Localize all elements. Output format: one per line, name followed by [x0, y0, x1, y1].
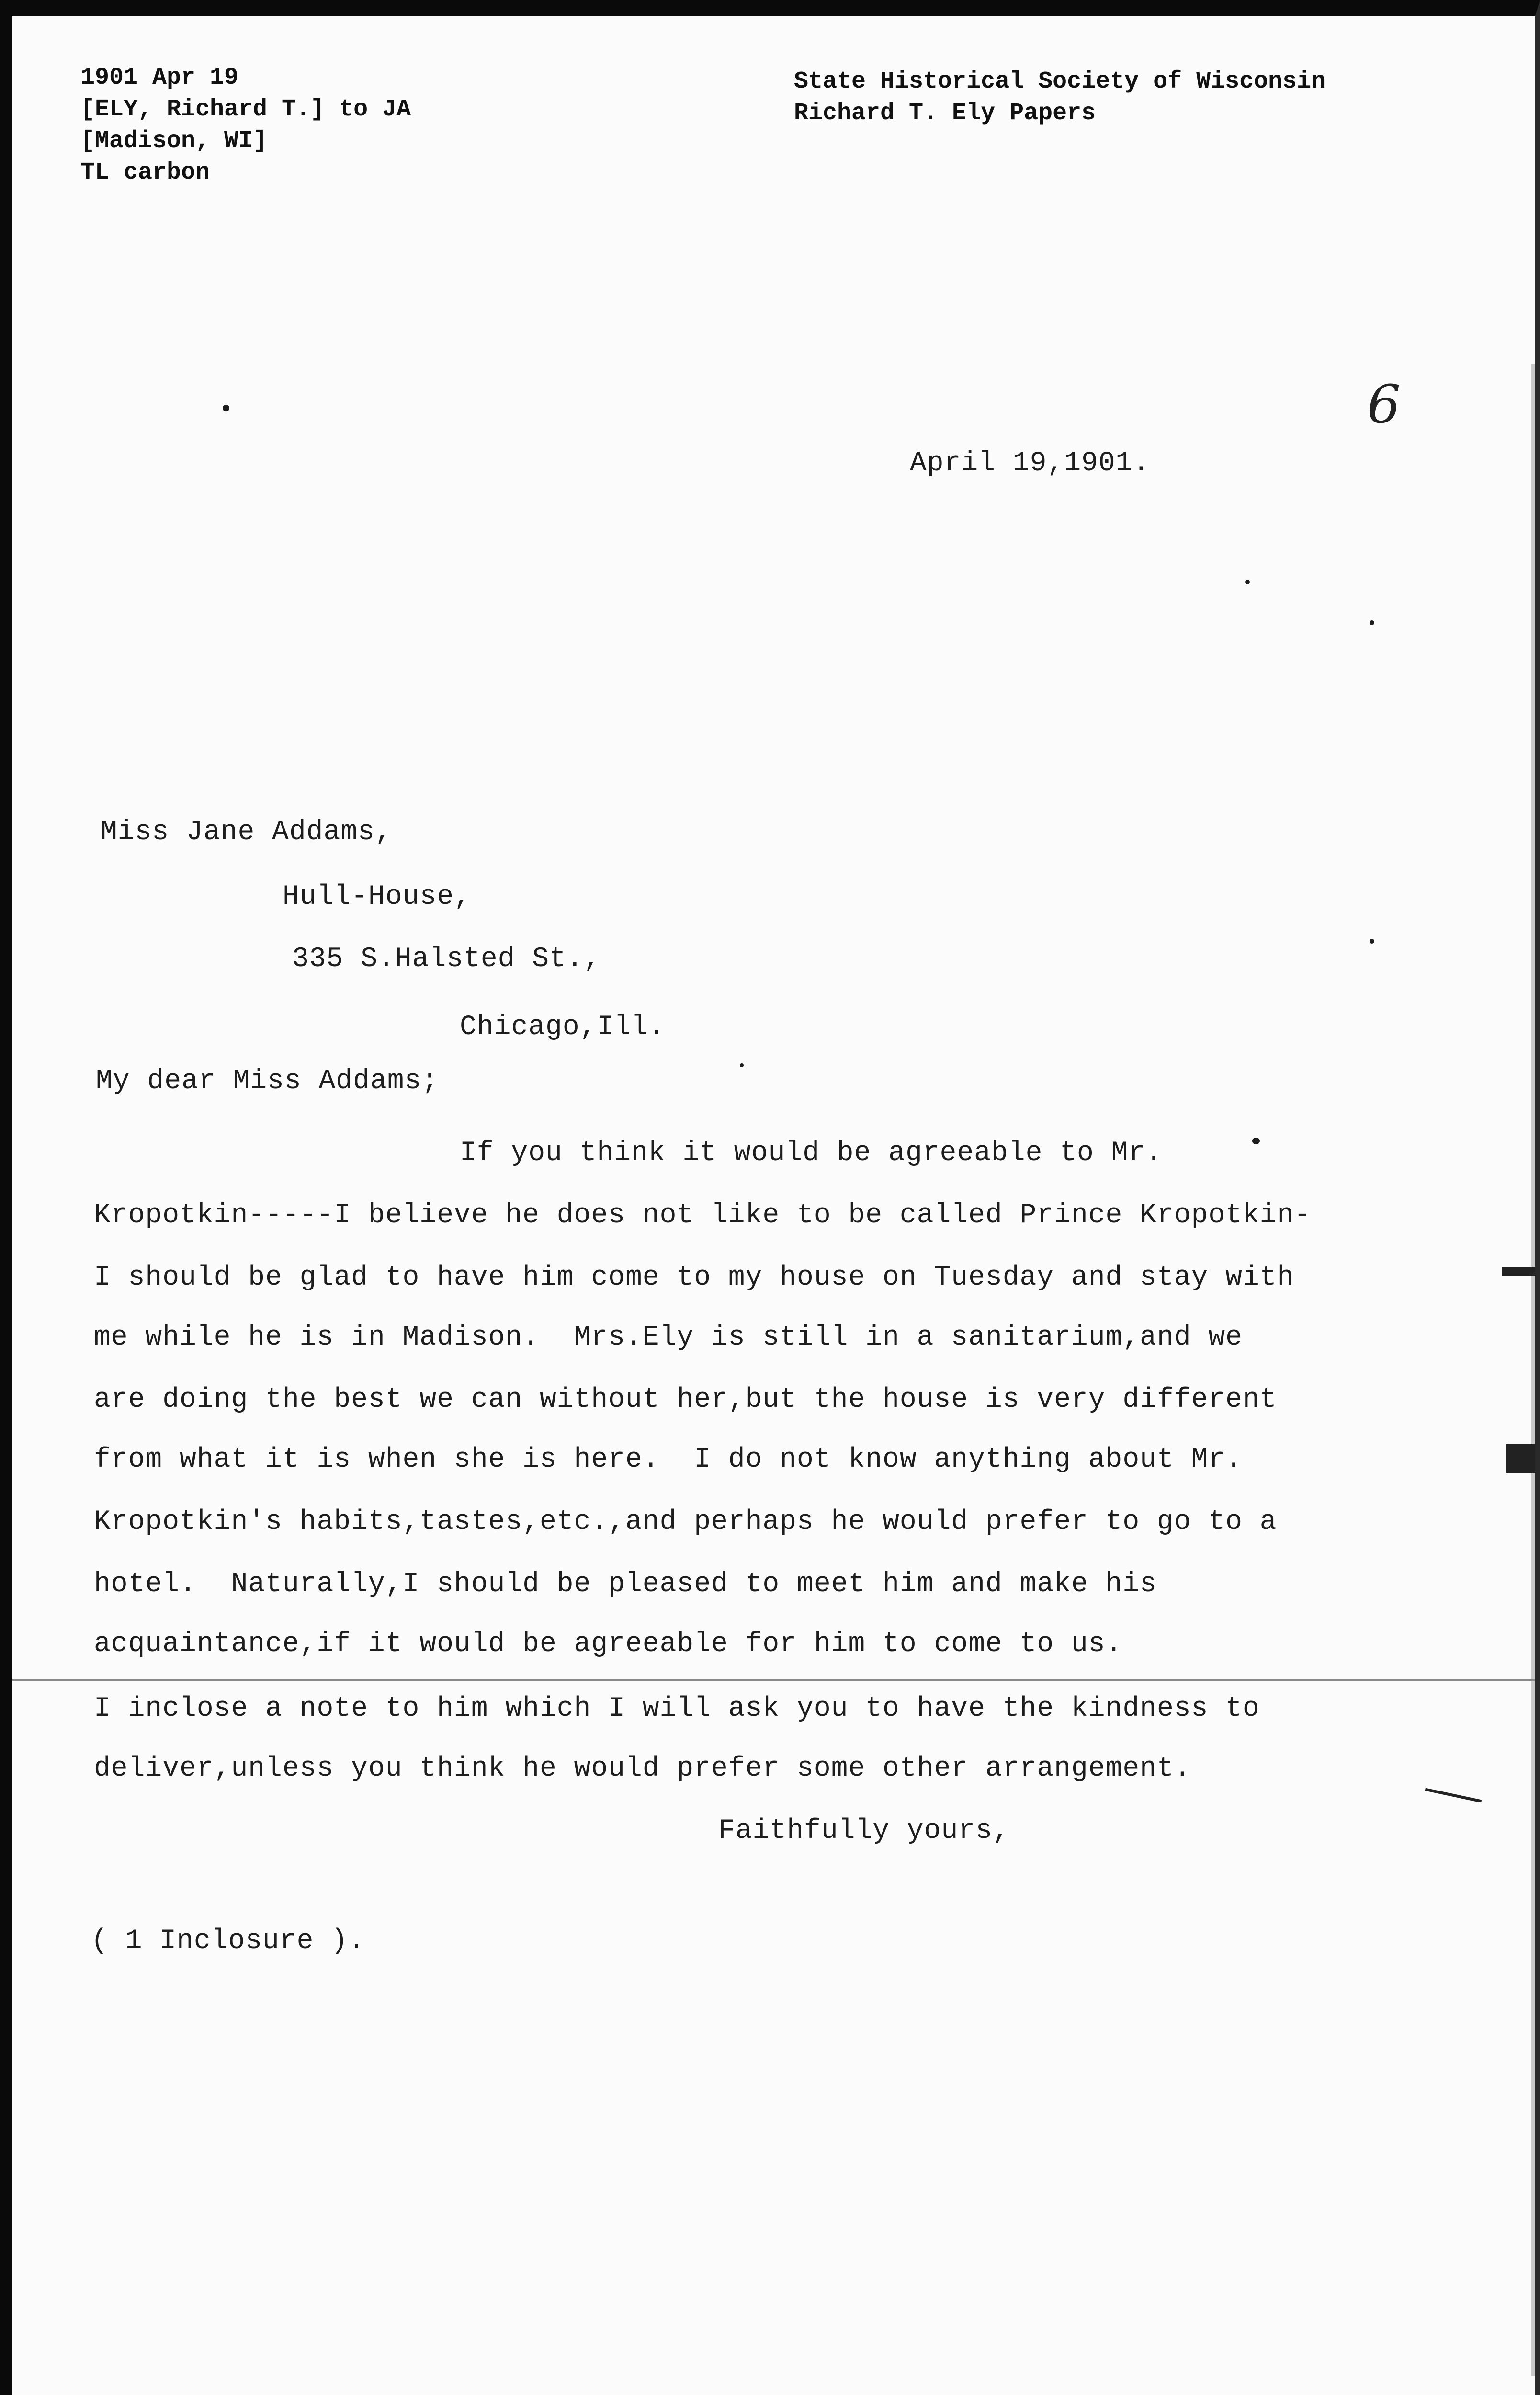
archive-collection: Richard T. Ely Papers: [794, 100, 1096, 127]
catalog-format: TL carbon: [80, 159, 210, 186]
catalog-date: 1901 Apr 19: [80, 64, 239, 91]
recipient-name: Miss Jane Addams,: [101, 817, 392, 848]
scan-speck: [1252, 1138, 1260, 1144]
scan-fold-line: [12, 1679, 1535, 1681]
edge-tab-mark: [1502, 1267, 1535, 1276]
catalog-correspondents: [ELY, Richard T.] to JA: [80, 96, 411, 123]
body-line: acquaintance,if it would be agreeable for him to come to us.: [94, 1629, 1123, 1660]
edge-tab-mark: [1506, 1444, 1535, 1473]
scan-speck: [1370, 939, 1374, 944]
enclosure-note: ( 1 Inclosure ).: [91, 1926, 365, 1957]
body-line: are doing the best we can without her,but the house is very different: [94, 1384, 1277, 1415]
recipient-org: Hull-House,: [283, 881, 471, 912]
salutation: My dear Miss Addams;: [96, 1066, 439, 1097]
letter-date: April 19,1901.: [910, 448, 1150, 479]
page-edge-shadow: [1531, 364, 1535, 2376]
body-line: hotel. Naturally,I should be pleased to meet him and make his: [94, 1569, 1157, 1600]
closing: Faithfully yours,: [718, 1815, 1010, 1847]
catalog-place: [Madison, WI]: [80, 127, 268, 155]
scan-speck: [1370, 620, 1374, 625]
body-line: If you think it would be agreeable to Mr.: [460, 1138, 1163, 1169]
archive-institution: State Historical Society of Wisconsin: [794, 68, 1326, 95]
body-line: I inclose a note to him which I will ask you to have the kindness to: [94, 1693, 1260, 1724]
scan-speck: [223, 405, 229, 411]
body-line: from what it is when she is here. I do not know anything about Mr.: [94, 1444, 1243, 1475]
body-line: Kropotkin-----I believe he does not like to be called Prince Kropotkin-: [94, 1200, 1312, 1231]
page-number: 6: [1367, 374, 1401, 435]
scan-speck: [1245, 580, 1250, 584]
recipient-street: 335 S.Halsted St.,: [292, 944, 601, 975]
recipient-city: Chicago,Ill.: [460, 1012, 666, 1043]
body-line: I should be glad to have him come to my house on Tuesday and stay with: [94, 1262, 1294, 1293]
scan-speck: [740, 1063, 744, 1067]
body-line: me while he is in Madison. Mrs.Ely is still in a sanitarium,and we: [94, 1322, 1243, 1353]
body-line: Kropotkin's habits,tastes,etc.,and perhaps he would prefer to go to a: [94, 1506, 1277, 1538]
body-line: deliver,unless you think he would prefer some other arrangement.: [94, 1753, 1191, 1784]
